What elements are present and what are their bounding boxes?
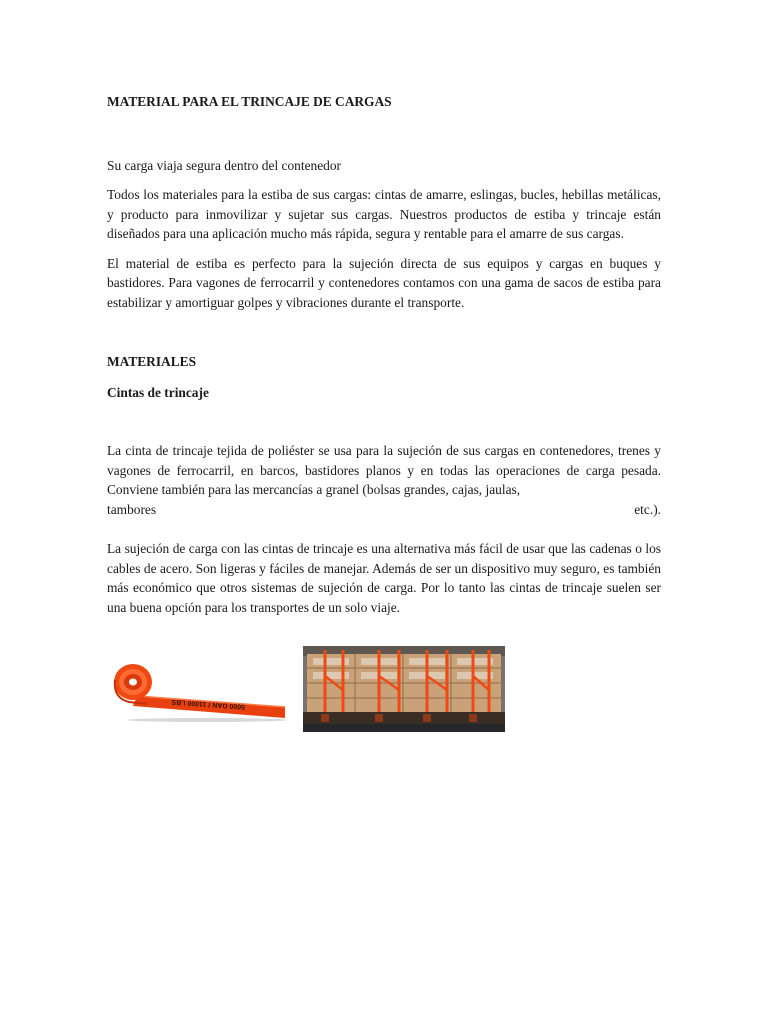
paragraph-word-etc: etc.). [634, 501, 661, 517]
document-subtitle: Su carga viaja segura dentro del contenedor [107, 157, 341, 173]
flatrack-crates-image [303, 646, 505, 732]
strap-print-text: 5000 DAN / 11000 LBS [171, 697, 246, 710]
paragraph-stowage: El material de estiba es perfecto para la sujeción directa de sus equipos y cargas en buques y bastidores. Para vagones de ferrocarril y contenedores contamos con una gama de sacos de estiba para estabilizar y amortiguar golpes y vibraciones durante el transporte. [107, 255, 661, 310]
lashing-strap-image [107, 658, 291, 722]
subheading-cintas: Cintas de trincaje [107, 384, 209, 400]
document-content [107, 92, 661, 617]
paragraph-cinta-uses-text: La cinta de trincaje tejida de poliéster se usa para la sujeción de sus cargas en contenedores, trenes y vagones de ferrocarril, en barcos, bastidores planos y en todas las operaciones de carga pesada. Conviene también para las mercancías a granel (bolsas grandes, cajas, jaulas, [107, 443, 661, 497]
paragraph-word-tambores: tambores [107, 501, 157, 517]
document-title: MATERIAL PARA EL TRINCAJE DE CARGAS [107, 94, 392, 109]
paragraph-materials-intro: Todos los materiales para la estiba de sus cargas: cintas de amarre, eslingas, bucles, hebillas metálicas, y producto para inmovilizar y sujetar sus cargas. Nuestros productos de estiba y trincaje están diseñados para una aplicación mucho más rápida, segura y rentable para el amarre de sus cargas. [107, 187, 661, 241]
paragraph-cinta-uses-lastline [107, 500, 661, 520]
paragraph-cinta-uses [107, 441, 661, 519]
section-title-materiales: MATERIALES [107, 354, 197, 369]
paragraph-cinta-advantages: La sujeción de carga con las cintas de trincaje es una alternativa más fácil de usar que las cadenas o los cables de acero. Son ligeras y fáciles de manejar. Además de ser un dispositivo muy seguro, es también más económico que otros sistemas de sujeción de carga. Por lo tanto las cintas de trincaje suelen ser una buena opción para los transportes de un solo viaje. [107, 541, 661, 615]
image-row [107, 646, 507, 732]
